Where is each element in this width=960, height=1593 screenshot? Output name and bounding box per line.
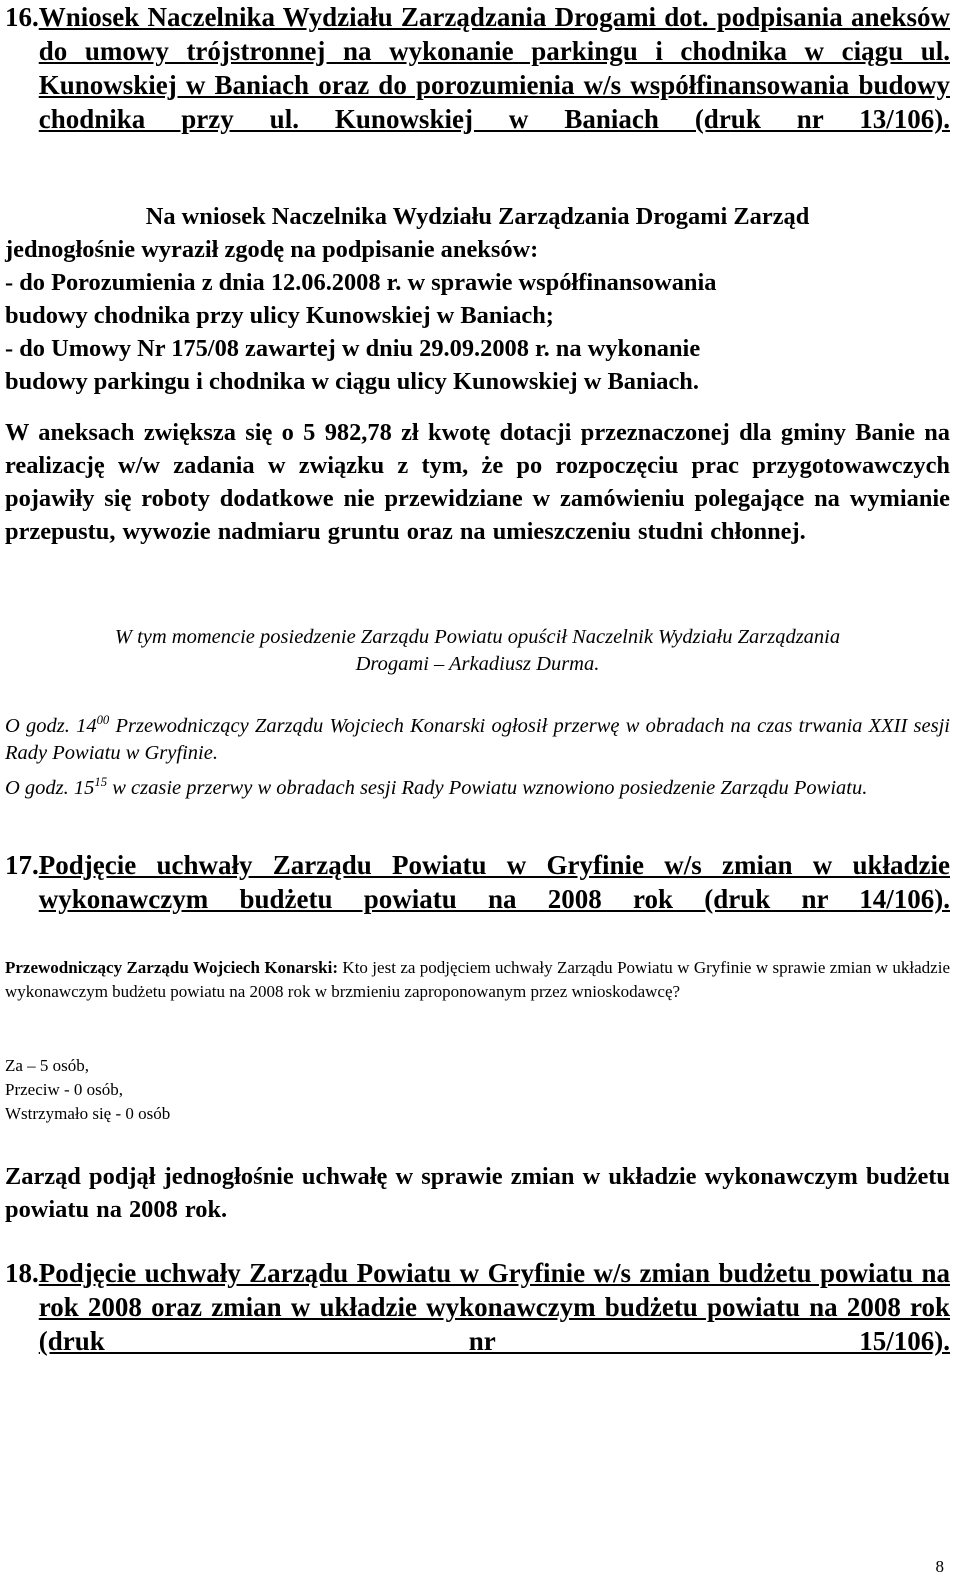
vote-for: Za – 5 osób, bbox=[5, 1056, 90, 1075]
item-17-heading bbox=[5, 848, 950, 916]
chair-question bbox=[5, 956, 950, 1004]
item-18-number: 18. bbox=[5, 1258, 39, 1288]
break-note bbox=[5, 713, 950, 767]
item-16-title: Wniosek Naczelnika Wydziału Zarządzania Drogami dot. podpisania aneksów do umowy trójstronnej na wykonanie parkingu i chodnika w ciągu ul. Kunowskiej w Baniach oraz do porozumienia w/s współfinansowania budowy chodnika przy ul. Kunowskiej w Baniach (druk nr 13/106). bbox=[38, 2, 950, 134]
resume-note-text: w czasie przerwy w obradach sesji Rady Powiatu wznowiono posiedzenie Zarządu Powiatu. bbox=[107, 777, 868, 799]
resume-time-minutes: 15 bbox=[94, 775, 108, 790]
chair-speaker: Przewodniczący Zarządu Wojciech Konarski: bbox=[5, 958, 339, 977]
decision-line: budowy parkingu i chodnika w ciągu ulicy Kunowskiej w Baniach. bbox=[5, 368, 699, 395]
vote-abstain: Wstrzymało się - 0 osób bbox=[5, 1104, 171, 1123]
item-18-title: Podjęcie uchwały Zarządu Powiatu w Gryfinie w/s zmian budżetu powiatu na rok 2008 oraz zmian w układzie wykonawczym budżetu powiatu na 2008 rok (druk nr 15/106). bbox=[38, 1258, 950, 1356]
annex-paragraph: W aneksach zwiększa się o 5 982,78 zł kwotę dotacji przeznaczonej dla gminy Banie na realizację w/w zadania w związku z tym, że po rozpoczęciu prac przygotowawczych pojawiły się roboty dodatkowe nie przewidziane w zamówieniu polegające na wymianie przepustu, wywozie nadmiaru gruntu oraz na umieszczeniu studni chłonnej. bbox=[5, 419, 950, 545]
item-16-heading bbox=[5, 0, 950, 136]
page-number: 8 bbox=[935, 1557, 944, 1576]
item-17-title: Podjęcie uchwały Zarządu Powiatu w Gryfinie w/s zmian w układzie wykonawczym budżetu powiatu na 2008 rok (druk nr 14/106). bbox=[38, 850, 950, 914]
item-17-number: 17. bbox=[5, 850, 39, 880]
decision-line: - do Umowy Nr 175/08 zawartej w dniu 29.09.2008 r. na wykonanie bbox=[5, 335, 701, 362]
item-18-heading bbox=[5, 1256, 950, 1358]
departure-line-2: Drogami – Arkadiusz Durma. bbox=[355, 653, 600, 675]
break-note-text: Przewodniczący Zarządu Wojciech Konarski ogłosił przerwę w obradach na czas trwania XXII sesji Rady Powiatu w Gryfinie. bbox=[5, 715, 950, 764]
vote-results bbox=[5, 1054, 950, 1126]
break-time-minutes: 00 bbox=[96, 713, 110, 728]
resume-note bbox=[5, 775, 950, 802]
decision-line: jednogłośnie wyraził zgodę na podpisanie aneksów: bbox=[5, 236, 539, 263]
chair-question-text: Kto jest za podjęciem uchwały Zarządu Powiatu w Gryfinie w sprawie zmian w układzie wykonawczym budżetu powiatu na 2008 rok w brzmieniu zaproponowanym przez wnioskodawcę? bbox=[5, 958, 950, 1001]
decision-line: budowy chodnika przy ulicy Kunowskiej w Baniach; bbox=[5, 302, 554, 329]
departure-note bbox=[5, 624, 950, 678]
decision-line: Na wniosek Naczelnika Wydziału Zarządzania Drogami Zarząd bbox=[145, 203, 810, 230]
item-16-number: 16. bbox=[5, 2, 39, 32]
item-17-resolution: Zarząd podjął jednogłośnie uchwałę w sprawie zmian w układzie wykonawczym budżetu powiatu na 2008 rok. bbox=[5, 1163, 950, 1223]
break-time-prefix: O godz. 14 bbox=[5, 715, 97, 737]
resume-time-prefix: O godz. 15 bbox=[5, 777, 95, 799]
departure-line-1: W tym momencie posiedzenie Zarządu Powiatu opuścił Naczelnik Wydziału Zarządzania bbox=[114, 626, 841, 648]
item-16-decision bbox=[5, 200, 950, 398]
vote-against: Przeciw - 0 osób, bbox=[5, 1080, 124, 1099]
decision-line: - do Porozumienia z dnia 12.06.2008 r. w sprawie współfinansowania bbox=[5, 269, 717, 296]
